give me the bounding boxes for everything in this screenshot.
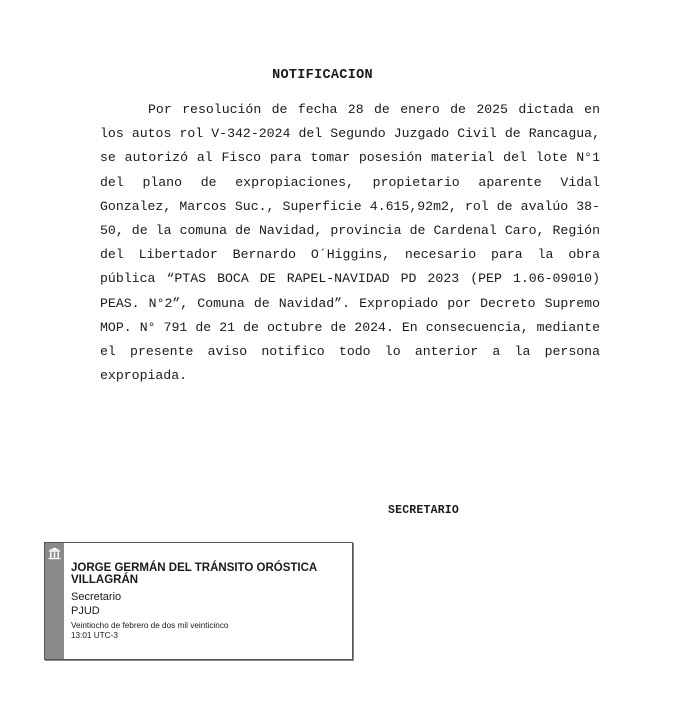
- signature-content: [71, 563, 347, 640]
- notification-body: Por resolución de fecha 28 de enero de 2025 dictada en los autos rol V-342-2024 del Segundo Juzgado Civil de Rancagua, se autorizó al Fisco para tomar posesión material del lote N°1 del plano de expropiaciones, propietario aparente Vidal Gonzalez, Marcos Suc., Superficie 4.615,92m2, rol de avalúo 38-50, de la comuna de Navidad, provincia de Cardenal Caro, Región del Libertador Bernardo O´Higgins, necesario para la obra pública “PTAS BOCA DE RAPEL-NAVIDAD PD 2023 (PEP 1.06-09010) PEAS. N°2”, Comuna de Navidad”. Expropiado por Decreto Supremo MOP. N° 791 de 21 de octubre de 2024. En consecuencia, mediante el presente aviso notifico todo lo anterior a la persona expropiada.: [100, 102, 600, 384]
- signature-date: Veintiocho de febrero de dos mil veinticinco: [71, 621, 229, 630]
- signer-name: JORGE GERMÁN DEL TRÁNSITO ORÓSTICA VILLAGRÁN: [71, 562, 317, 586]
- electronic-signature-box: [44, 542, 353, 660]
- signature-time: 13:01 UTC-3: [71, 630, 118, 640]
- document-title: NOTIFICACION: [272, 68, 373, 83]
- signature-stripe: [45, 543, 64, 659]
- signer-role: Secretario: [71, 591, 122, 603]
- signature-label: SECRETARIO: [388, 504, 460, 517]
- signer-organization: PJUD: [71, 605, 100, 617]
- building-icon: [48, 547, 61, 560]
